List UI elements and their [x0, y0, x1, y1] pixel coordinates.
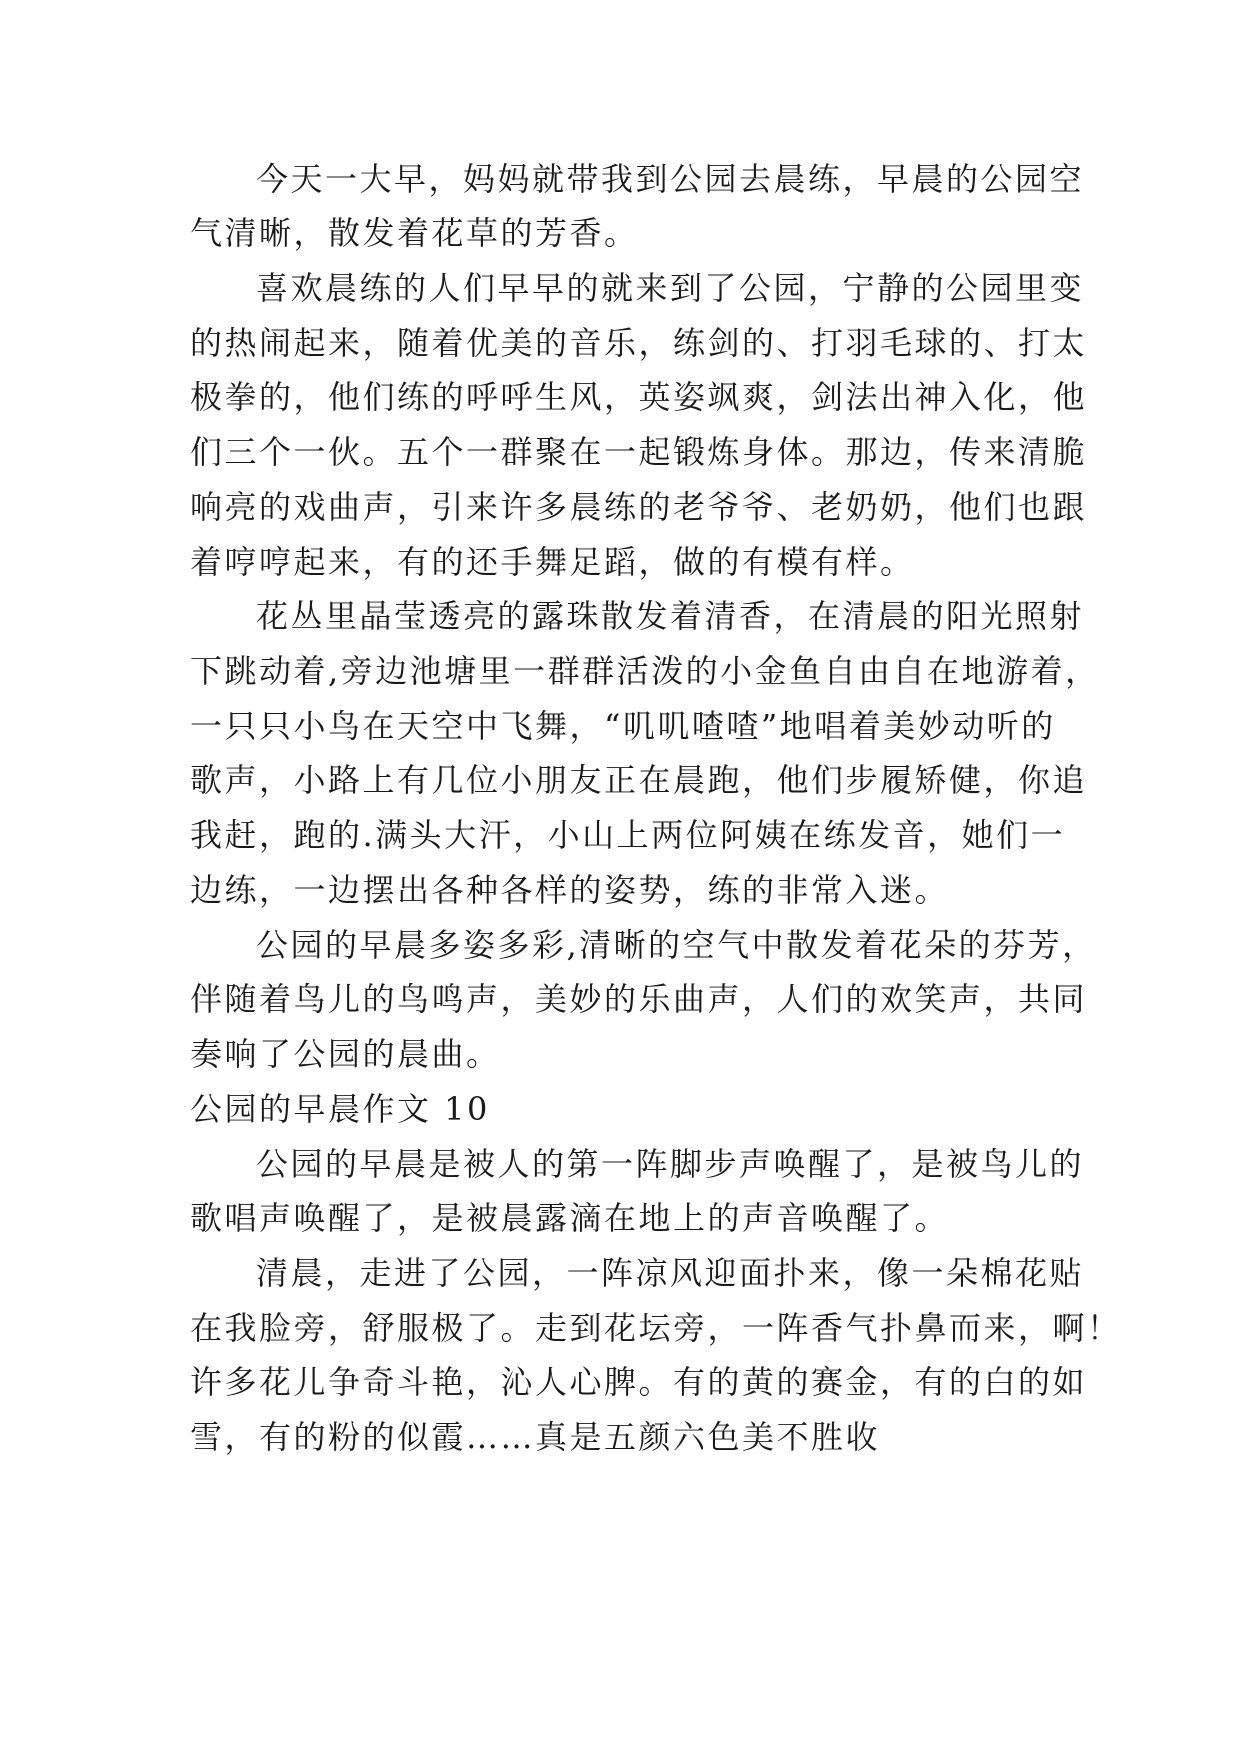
paragraph-4-line-2: 伴随着鸟儿的鸟鸣声，美妙的乐曲声，人们的欢笑声，共同	[190, 980, 1088, 1018]
paragraph-2-line-5: 响亮的戏曲声，引来许多晨练的老爷爷、老奶奶，他们也跟	[190, 488, 1088, 526]
paragraph-2-line-4: 们三个一伙。五个一群聚在一起锻炼身体。那边，传来清脆	[190, 433, 1088, 471]
paragraph-2-line-2: 的热闹起来，随着优美的音乐，练剑的、打羽毛球的、打太	[190, 324, 1088, 362]
paragraph-3-line-2: 下跳动着,旁边池塘里一群群活泼的小金鱼自由自在地游着，	[190, 652, 1100, 690]
paragraph-3-line-4: 歌声，小路上有几位小朋友正在晨跑，他们步履矫健，你追	[190, 761, 1088, 799]
paragraph-3-line-6: 边练，一边摆出各种各样的姿势，练的非常入迷。	[190, 871, 950, 909]
paragraph-6-line-1: 清晨，走进了公园，一阵凉风迎面扑来，像一朵棉花贴	[256, 1254, 1085, 1292]
paragraph-6-line-4: 雪，有的粉的似霞……真是五颜六色美不胜收	[190, 1418, 881, 1456]
paragraph-2-line-3: 极拳的，他们练的呼呼生风，英姿飒爽，剑法出神入化，他	[190, 378, 1088, 416]
paragraph-2-line-6: 着哼哼起来，有的还手舞足蹈，做的有模有样。	[190, 543, 915, 581]
paragraph-3-line-3: 一只只小鸟在天空中飞舞，“叽叽喳喳”地唱着美妙动听的	[190, 707, 1056, 745]
paragraph-6-line-3: 许多花儿争奇斗艳，沁人心脾。有的黄的赛金，有的白的如	[190, 1363, 1088, 1401]
paragraph-4-line-1: 公园的早晨多姿多彩,清晰的空气中散发着花朵的芬芳，	[256, 926, 1097, 964]
paragraph-4-line-3: 奏响了公园的晨曲。	[190, 1035, 501, 1073]
paragraph-3-line-1: 花丛里晶莹透亮的露珠散发着清香，在清晨的阳光照射	[256, 597, 1085, 635]
paragraph-6-line-2: 在我脸旁，舒服极了。走到花坛旁，一阵香气扑鼻而来，啊！	[190, 1309, 1122, 1347]
paragraph-5-line-2: 歌唱声唤醒了，是被晨露滴在地上的声音唤醒了。	[190, 1199, 950, 1237]
paragraph-3-line-5: 我赶，跑的.满头大汗，小山上两位阿姨在练发音，她们一	[190, 816, 1066, 854]
paragraph-5-line-1: 公园的早晨是被人的第一阵脚步声唤醒了，是被鸟儿的	[256, 1145, 1085, 1183]
paragraph-1-line-2: 气清晰，散发着花草的芳香。	[190, 214, 639, 252]
paragraph-2-line-1: 喜欢晨练的人们早早的就来到了公园，宁静的公园里变	[256, 269, 1085, 307]
essay-heading: 公园的早晨作文 10	[190, 1090, 490, 1128]
paragraph-1-line-1: 今天一大早，妈妈就带我到公园去晨练，早晨的公园空	[256, 160, 1085, 198]
